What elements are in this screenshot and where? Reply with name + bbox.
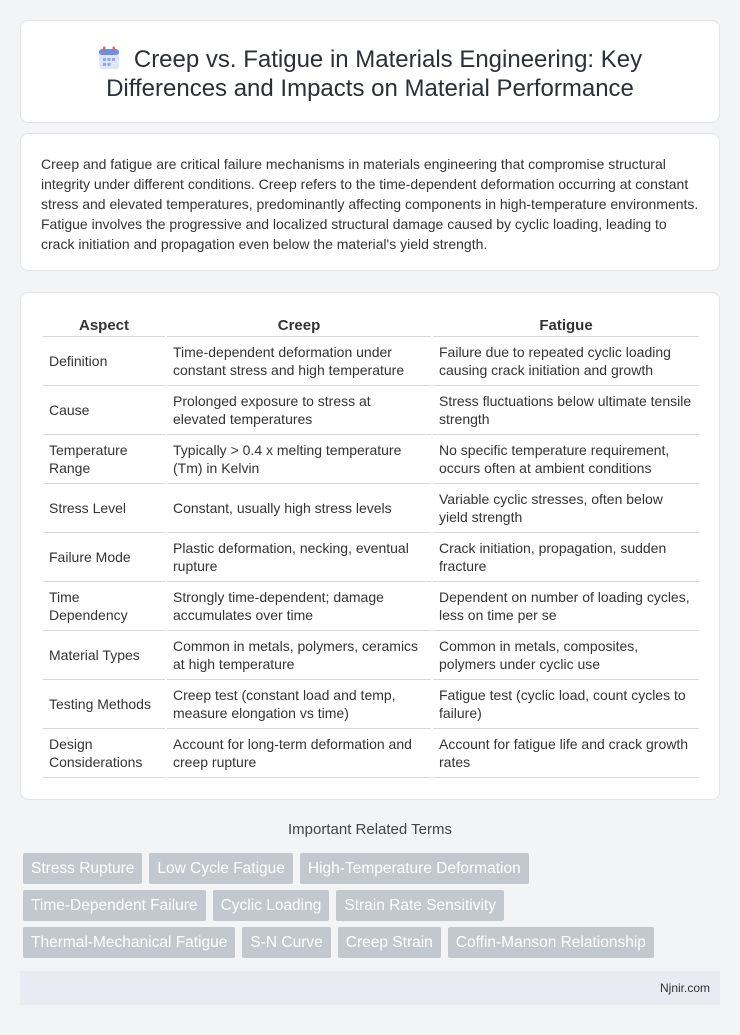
calendar-icon xyxy=(98,46,120,70)
related-terms-list xyxy=(23,853,713,964)
related-term-tag[interactable]: Creep Strain xyxy=(338,927,441,958)
table-row xyxy=(43,680,699,729)
aspect-cell: Failure Mode xyxy=(43,533,165,582)
aspect-cell: Temperature Range xyxy=(43,435,165,484)
related-term-tag[interactable]: Strain Rate Sensitivity xyxy=(336,890,504,921)
aspect-cell: Material Types xyxy=(43,631,165,680)
creep-cell: Strongly time-dependent; damage accumulates over time xyxy=(167,582,431,631)
header-aspect: Aspect xyxy=(43,315,165,337)
fatigue-cell: Dependent on number of loading cycles, less on time per se xyxy=(433,582,699,631)
fatigue-cell: Failure due to repeated cyclic loading causing crack initiation and growth xyxy=(433,337,699,386)
header-fatigue: Fatigue xyxy=(433,315,699,337)
aspect-cell: Time Dependency xyxy=(43,582,165,631)
related-term-tag[interactable]: Thermal-Mechanical Fatigue xyxy=(23,927,235,958)
related-term-tag[interactable]: Low Cycle Fatigue xyxy=(149,853,293,884)
table-row xyxy=(43,631,699,680)
fatigue-cell: Stress fluctuations below ultimate tensile strength xyxy=(433,386,699,435)
creep-cell: Common in metals, polymers, ceramics at high temperature xyxy=(167,631,431,680)
table-row xyxy=(43,337,699,386)
fatigue-cell: Common in metals, composites, polymers under cyclic use xyxy=(433,631,699,680)
tag-row xyxy=(23,927,713,958)
table-row xyxy=(43,533,699,582)
related-term-tag[interactable]: Cyclic Loading xyxy=(213,890,330,921)
aspect-cell: Testing Methods xyxy=(43,680,165,729)
aspect-cell: Definition xyxy=(43,337,165,386)
aspect-cell: Cause xyxy=(43,386,165,435)
creep-cell: Prolonged exposure to stress at elevated temperatures xyxy=(167,386,431,435)
tag-row xyxy=(23,890,713,921)
creep-cell: Time-dependent deformation under constant stress and high temperature xyxy=(167,337,431,386)
aspect-cell: Design Considerations xyxy=(43,729,165,778)
creep-cell: Account for long-term deformation and creep rupture xyxy=(167,729,431,778)
fatigue-cell: Fatigue test (cyclic load, count cycles to failure) xyxy=(433,680,699,729)
related-term-tag[interactable]: S-N Curve xyxy=(242,927,330,958)
fatigue-cell: No specific temperature requirement, occurs often at ambient conditions xyxy=(433,435,699,484)
intro-card xyxy=(20,133,720,271)
table-header-row xyxy=(43,315,699,337)
intro-paragraph: Creep and fatigue are critical failure mechanisms in materials engineering that compromise structural integrity under different conditions. Creep refers to the time-dependent deformation occurring at constant stress and elevated temperatures, predominantly affecting components in high-temperature environments. Fatigue involves the progressive and localized structural damage caused by cyclic loading, leading to crack initiation and propagation even below the material's yield strength. xyxy=(41,156,699,252)
comparison-card xyxy=(20,292,720,800)
header-creep: Creep xyxy=(167,315,431,337)
related-term-tag[interactable]: Stress Rupture xyxy=(23,853,142,884)
table-row xyxy=(43,729,699,778)
aspect-cell: Stress Level xyxy=(43,484,165,533)
footer-site: Njnir.com xyxy=(659,981,710,995)
related-term-tag[interactable]: Coffin-Manson Relationship xyxy=(448,927,654,958)
table-row xyxy=(43,435,699,484)
page-title xyxy=(21,45,719,103)
fatigue-cell: Crack initiation, propagation, sudden fracture xyxy=(433,533,699,582)
related-term-tag[interactable]: Time-Dependent Failure xyxy=(23,890,206,921)
creep-cell: Plastic deformation, necking, eventual rupture xyxy=(167,533,431,582)
fatigue-cell: Variable cyclic stresses, often below yield strength xyxy=(433,484,699,533)
footer xyxy=(20,971,720,1005)
table-row xyxy=(43,386,699,435)
creep-cell: Typically > 0.4 x melting temperature (Tm) in Kelvin xyxy=(167,435,431,484)
creep-cell: Constant, usually high stress levels xyxy=(167,484,431,533)
creep-cell: Creep test (constant load and temp, measure elongation vs time) xyxy=(167,680,431,729)
table-row xyxy=(43,582,699,631)
related-terms-title: Important Related Terms xyxy=(288,821,452,838)
page-title-text: Creep vs. Fatigue in Materials Engineering: Key Differences and Impacts on Material Performance xyxy=(106,46,643,102)
fatigue-cell: Account for fatigue life and crack growth rates xyxy=(433,729,699,778)
comparison-table xyxy=(41,315,701,778)
title-card xyxy=(20,20,720,123)
table-row xyxy=(43,484,699,533)
related-term-tag[interactable]: High-Temperature Deformation xyxy=(300,853,529,884)
tag-row xyxy=(23,853,713,884)
